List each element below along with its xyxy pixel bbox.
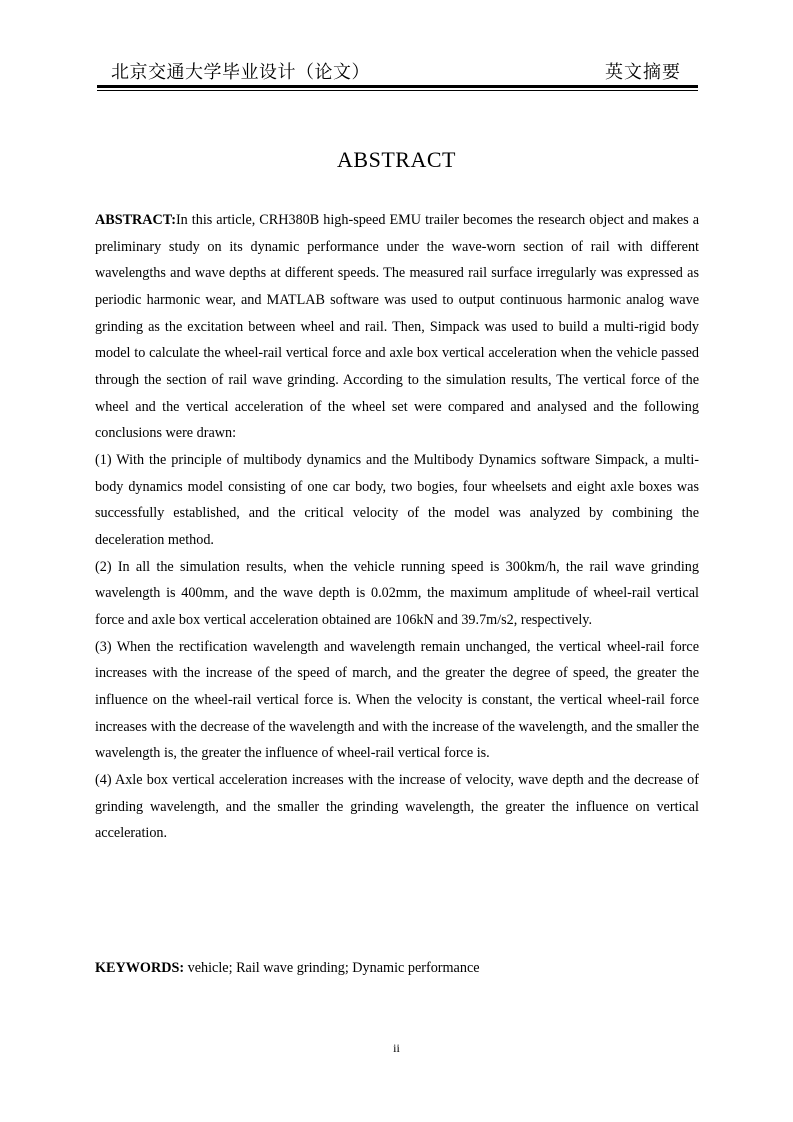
header-rule-thick — [97, 85, 698, 88]
abstract-intro-paragraph — [95, 207, 699, 447]
conclusion-3: (3) When the rectification wavelength and wavelength remain unchanged, the vertical wheel-rail force increases with the increase of the speed of march, and the greater the degree of speed, the greater the influence on the wheel-rail vertical force is. When the velocity is constant, the vertical wheel-rail force increases with the decrease of the wavelength and with the increase of the wavelength, and the smaller the wavelength is, the greater the influence of wheel-rail vertical force is. — [95, 638, 699, 762]
header-rule-thin — [97, 90, 698, 91]
page-title: ABSTRACT — [337, 147, 456, 172]
conclusion-2: (2) In all the simulation results, when the vehicle running speed is 300km/h, the rail wave grinding wavelength is 400mm, and the wave depth is 0.02mm, the maximum amplitude of wheel-rail vertical force and axle box vertical acceleration obtained are 106kN and 39.7m/s2, respectively. — [95, 558, 699, 629]
header-section-title: 英文摘要 — [605, 62, 681, 82]
conclusion-4: (4) Axle box vertical acceleration increases with the increase of velocity, wave depth and the decrease of grinding wavelength, and the smaller the grinding wavelength, the greater the influence on vertical acceleration. — [95, 772, 699, 842]
abstract-label: ABSTRACT: — [95, 212, 176, 228]
keywords-label: KEYWORDS: — [95, 960, 185, 976]
keywords-line — [95, 955, 699, 981]
abstract-intro-text: In this article, CRH380B high-speed EMU trailer becomes the research object and makes a preliminary study on its dynamic performance under the wave-worn section of rail with different wavelengths and wave depths at different speeds. The measured rail surface irregularly was expressed as periodic harmonic wear, and MATLAB software was used to output continuous harmonic analog wave grinding as the excitation between wheel and rail. Then, Simpack was used to build a multi-rigid body model to calculate the wheel-rail vertical force and axle box vertical acceleration when the vehicle passed through the section of rail wave grinding. According to the simulation results, The vertical force of the wheel and the vertical acceleration of the wheel set were compared and analysed and the following conclusions were drawn: — [95, 212, 699, 442]
page-number: ii — [393, 1041, 400, 1055]
abstract-body — [95, 207, 699, 847]
keywords-text: vehicle; Rail wave grinding; Dynamic performance — [184, 960, 480, 976]
conclusion-1: (1) With the principle of multibody dynamics and the Multibody Dynamics software Simpack, a multi-body dynamics model consisting of one car body, two bogies, four wheelsets and eight axle boxes was successfully established, and the critical velocity of the model was analyzed by combining the deceleration method. — [95, 452, 699, 549]
header-university-title: 北京交通大学毕业设计（论文） — [111, 62, 370, 82]
page-header — [97, 58, 698, 84]
